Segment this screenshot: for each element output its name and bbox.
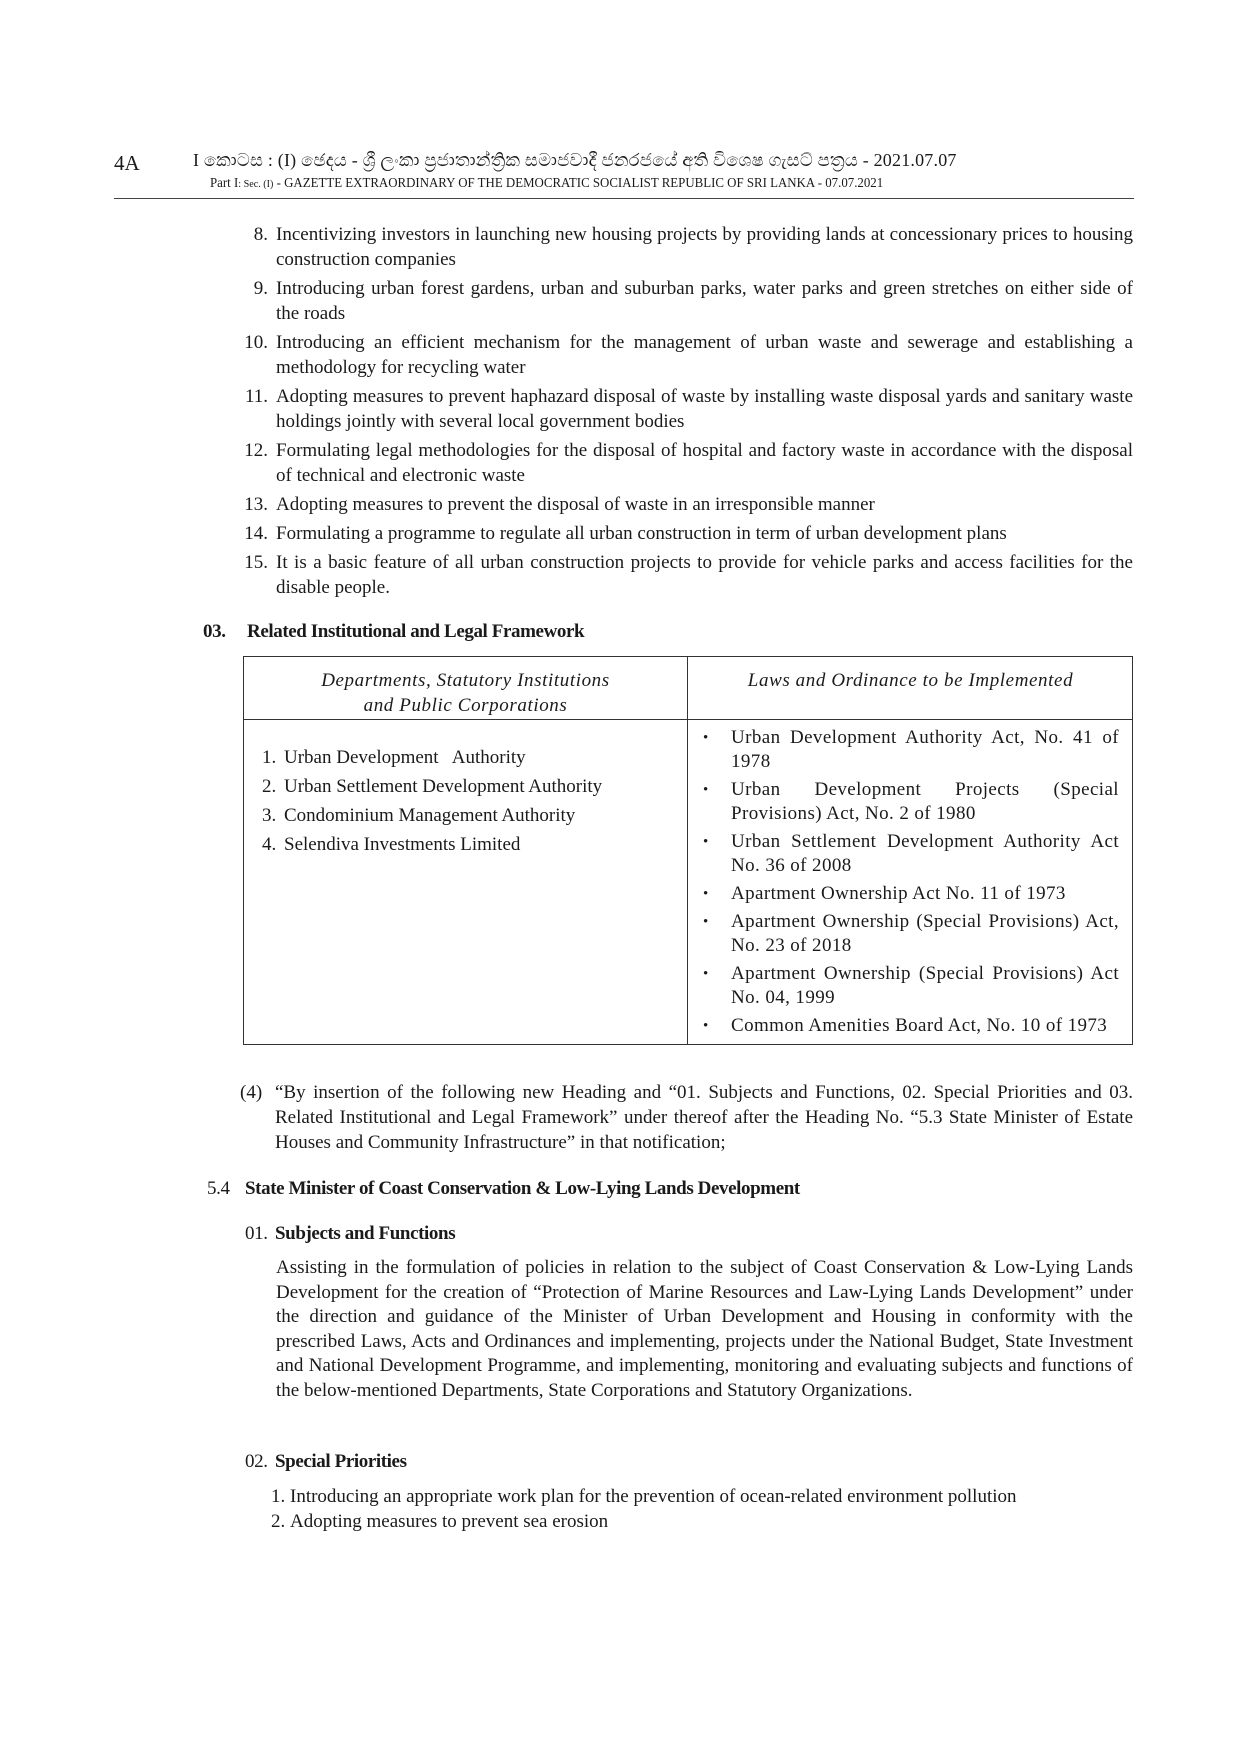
subjects-functions-heading [245, 1223, 455, 1245]
list-item [228, 438, 1133, 488]
list-item [228, 330, 1133, 380]
departments-list [262, 743, 602, 859]
section-title: State Minister of Coast Conservation & Low-Lying Lands Development [245, 1178, 800, 1199]
department-item [262, 772, 602, 801]
list-item [271, 1484, 1017, 1509]
paragraph-number: (4) [240, 1082, 263, 1103]
list-item [228, 276, 1133, 326]
amendment-paragraph-4 [240, 1080, 1133, 1155]
list-item [228, 384, 1133, 434]
law-text: Apartment Ownership (Special Provisions) Act, No. 23 of 2018 [731, 911, 1119, 956]
bullet-icon: • [703, 782, 709, 798]
item-number: 10. [244, 332, 268, 353]
bullet-icon: • [703, 1018, 709, 1034]
section-number: 03. [203, 621, 226, 642]
department-item [262, 830, 602, 859]
item-number: 11. [244, 386, 268, 407]
item-number: 1. [271, 1486, 286, 1507]
bullet-icon: • [703, 886, 709, 902]
table-header-departments [244, 668, 687, 718]
department-name: Condominium Management Authority [284, 805, 576, 826]
item-number: 1. [262, 747, 277, 768]
law-item [701, 726, 1119, 774]
section-5-4-heading [207, 1178, 800, 1200]
item-text: Incentivizing investors in launching new housing projects by providing lands at concessionary prices to housing construction companies [276, 224, 1133, 270]
header-part: Part I [210, 176, 239, 191]
law-text: Urban Development Projects (Special Provisions) Act, No. 2 of 1980 [731, 779, 1119, 824]
list-item [228, 222, 1133, 272]
bullet-icon: • [703, 834, 709, 850]
law-text: Urban Development Authority Act, No. 41 of 1978 [731, 727, 1119, 772]
section-title: Related Institutional and Legal Framework [247, 621, 585, 642]
law-item [701, 962, 1119, 1010]
subsection-number: 02. [245, 1451, 268, 1472]
subsection-title: Subjects and Functions [275, 1223, 456, 1244]
header-line: and Public Corporations [363, 695, 568, 716]
item-text: Introducing an appropriate work plan for the prevention of ocean-related environment pollution [290, 1486, 1017, 1507]
list-item [228, 492, 1133, 517]
framework-table [243, 656, 1133, 1045]
department-name: Urban Settlement Development Authority [284, 776, 603, 797]
bullet-icon: • [703, 914, 709, 930]
item-number: 4. [262, 834, 277, 855]
item-text: Adopting measures to prevent haphazard disposal of waste by installing waste disposal yards and sanitary waste holdings jointly with several local government bodies [276, 386, 1133, 432]
laws-list [701, 726, 1119, 1042]
bullet-icon: • [703, 730, 709, 746]
table-header-divider [244, 719, 1132, 720]
header-rule [114, 198, 1134, 199]
department-name: Urban Development Authority [284, 747, 526, 768]
section-number: 5.4 [207, 1178, 230, 1199]
list-item [228, 550, 1133, 600]
table-column-divider [687, 657, 688, 1044]
item-number: 2. [262, 776, 277, 797]
item-number: 12. [244, 440, 268, 461]
table-header-laws: Laws and Ordinance to be Implemented [747, 670, 1074, 691]
law-text: Apartment Ownership Act No. 11 of 1973 [731, 883, 1066, 904]
item-text: Formulating a programme to regulate all urban construction in term of urban development plans [276, 523, 1007, 544]
law-item [701, 830, 1119, 878]
item-text: Introducing an efficient mechanism for the management of urban waste and sewerage and establishing a methodology for recycling water [276, 332, 1133, 378]
header-gazette-title: - GAZETTE EXTRAORDINARY OF THE DEMOCRATIC SOCIALIST REPUBLIC OF SRI LANKA - 07.07.2021 [273, 176, 884, 191]
header-english-title [210, 176, 883, 192]
department-name: Selendiva Investments Limited [284, 834, 521, 855]
item-text: Introducing urban forest gardens, urban and suburban parks, water parks and green stretches on either side of the roads [276, 278, 1133, 324]
header-sec: : Sec. (I) [238, 178, 274, 190]
special-priorities-heading [245, 1451, 407, 1473]
law-text: Common Amenities Board Act, No. 10 of 1973 [731, 1015, 1108, 1036]
priorities-list [228, 222, 1133, 604]
header-sinhala-title: I කොටස : (I) ඡෙදය - ශ්‍රී ලංකා ප්‍රජාතාන්ත්‍රික සමාජවාදී ජනරජයේ අති විශෙෂ ගැසට් පත්‍රය - 2021.07.07 [193, 150, 957, 170]
department-item [262, 801, 602, 830]
page-number: 4A [114, 151, 140, 175]
list-item [228, 521, 1133, 546]
item-number: 15. [244, 552, 268, 573]
item-text: It is a basic feature of all urban construction projects to provide for vehicle parks and access facilities for the disable people. [276, 552, 1133, 598]
item-number: 8. [253, 224, 268, 245]
item-number: 13. [244, 494, 268, 515]
item-number: 3. [262, 805, 277, 826]
list-item [271, 1509, 1017, 1534]
subsection-number: 01. [245, 1223, 268, 1244]
subjects-functions-text: Assisting in the formulation of policies in relation to the subject of Coast Conservation & Low-Lying Lands Development for the creation of “Protection of Marine Resources and Law-Lying Lands Development” under the direction and guidance of the Minister of Urban Development and Housing in conformity with the prescribed Laws, Acts and Ordinances and implementing, projects under the National Budget, State Investment and National Development Programme, and implementing, monitoring and evaluating subjects and functions of the below-mentioned Departments, State Corporations and Statutory Organizations. [276, 1257, 1133, 1401]
special-priorities-list [271, 1484, 1017, 1534]
law-text: Apartment Ownership (Special Provisions) Act No. 04, 1999 [731, 963, 1119, 1008]
item-text: Adopting measures to prevent sea erosion [290, 1511, 609, 1532]
item-number: 9. [253, 278, 268, 299]
law-item [701, 1014, 1119, 1038]
item-text: Formulating legal methodologies for the disposal of hospital and factory waste in accordance with the disposal of technical and electronic waste [276, 440, 1133, 486]
section-03-heading [203, 621, 584, 643]
header-line: Departments, Statutory Institutions [321, 670, 610, 691]
law-text: Urban Settlement Development Authority Act No. 36 of 2008 [731, 831, 1119, 876]
department-item [262, 743, 602, 772]
item-number: 14. [244, 523, 268, 544]
subsection-title: Special Priorities [275, 1451, 407, 1472]
bullet-icon: • [703, 966, 709, 982]
item-text: Adopting measures to prevent the disposal of waste in an irresponsible manner [276, 494, 875, 515]
paragraph-text: “By insertion of the following new Heading and “01. Subjects and Functions, 02. Special Priorities and 03. Related Institutional and Legal Framework” under thereof after the Heading No. “5.3 State Minister of Estate Houses and Community Infrastructure” in that notification; [275, 1082, 1133, 1153]
law-item [701, 882, 1119, 906]
item-number: 2. [271, 1511, 286, 1532]
law-item [701, 778, 1119, 826]
law-item [701, 910, 1119, 958]
